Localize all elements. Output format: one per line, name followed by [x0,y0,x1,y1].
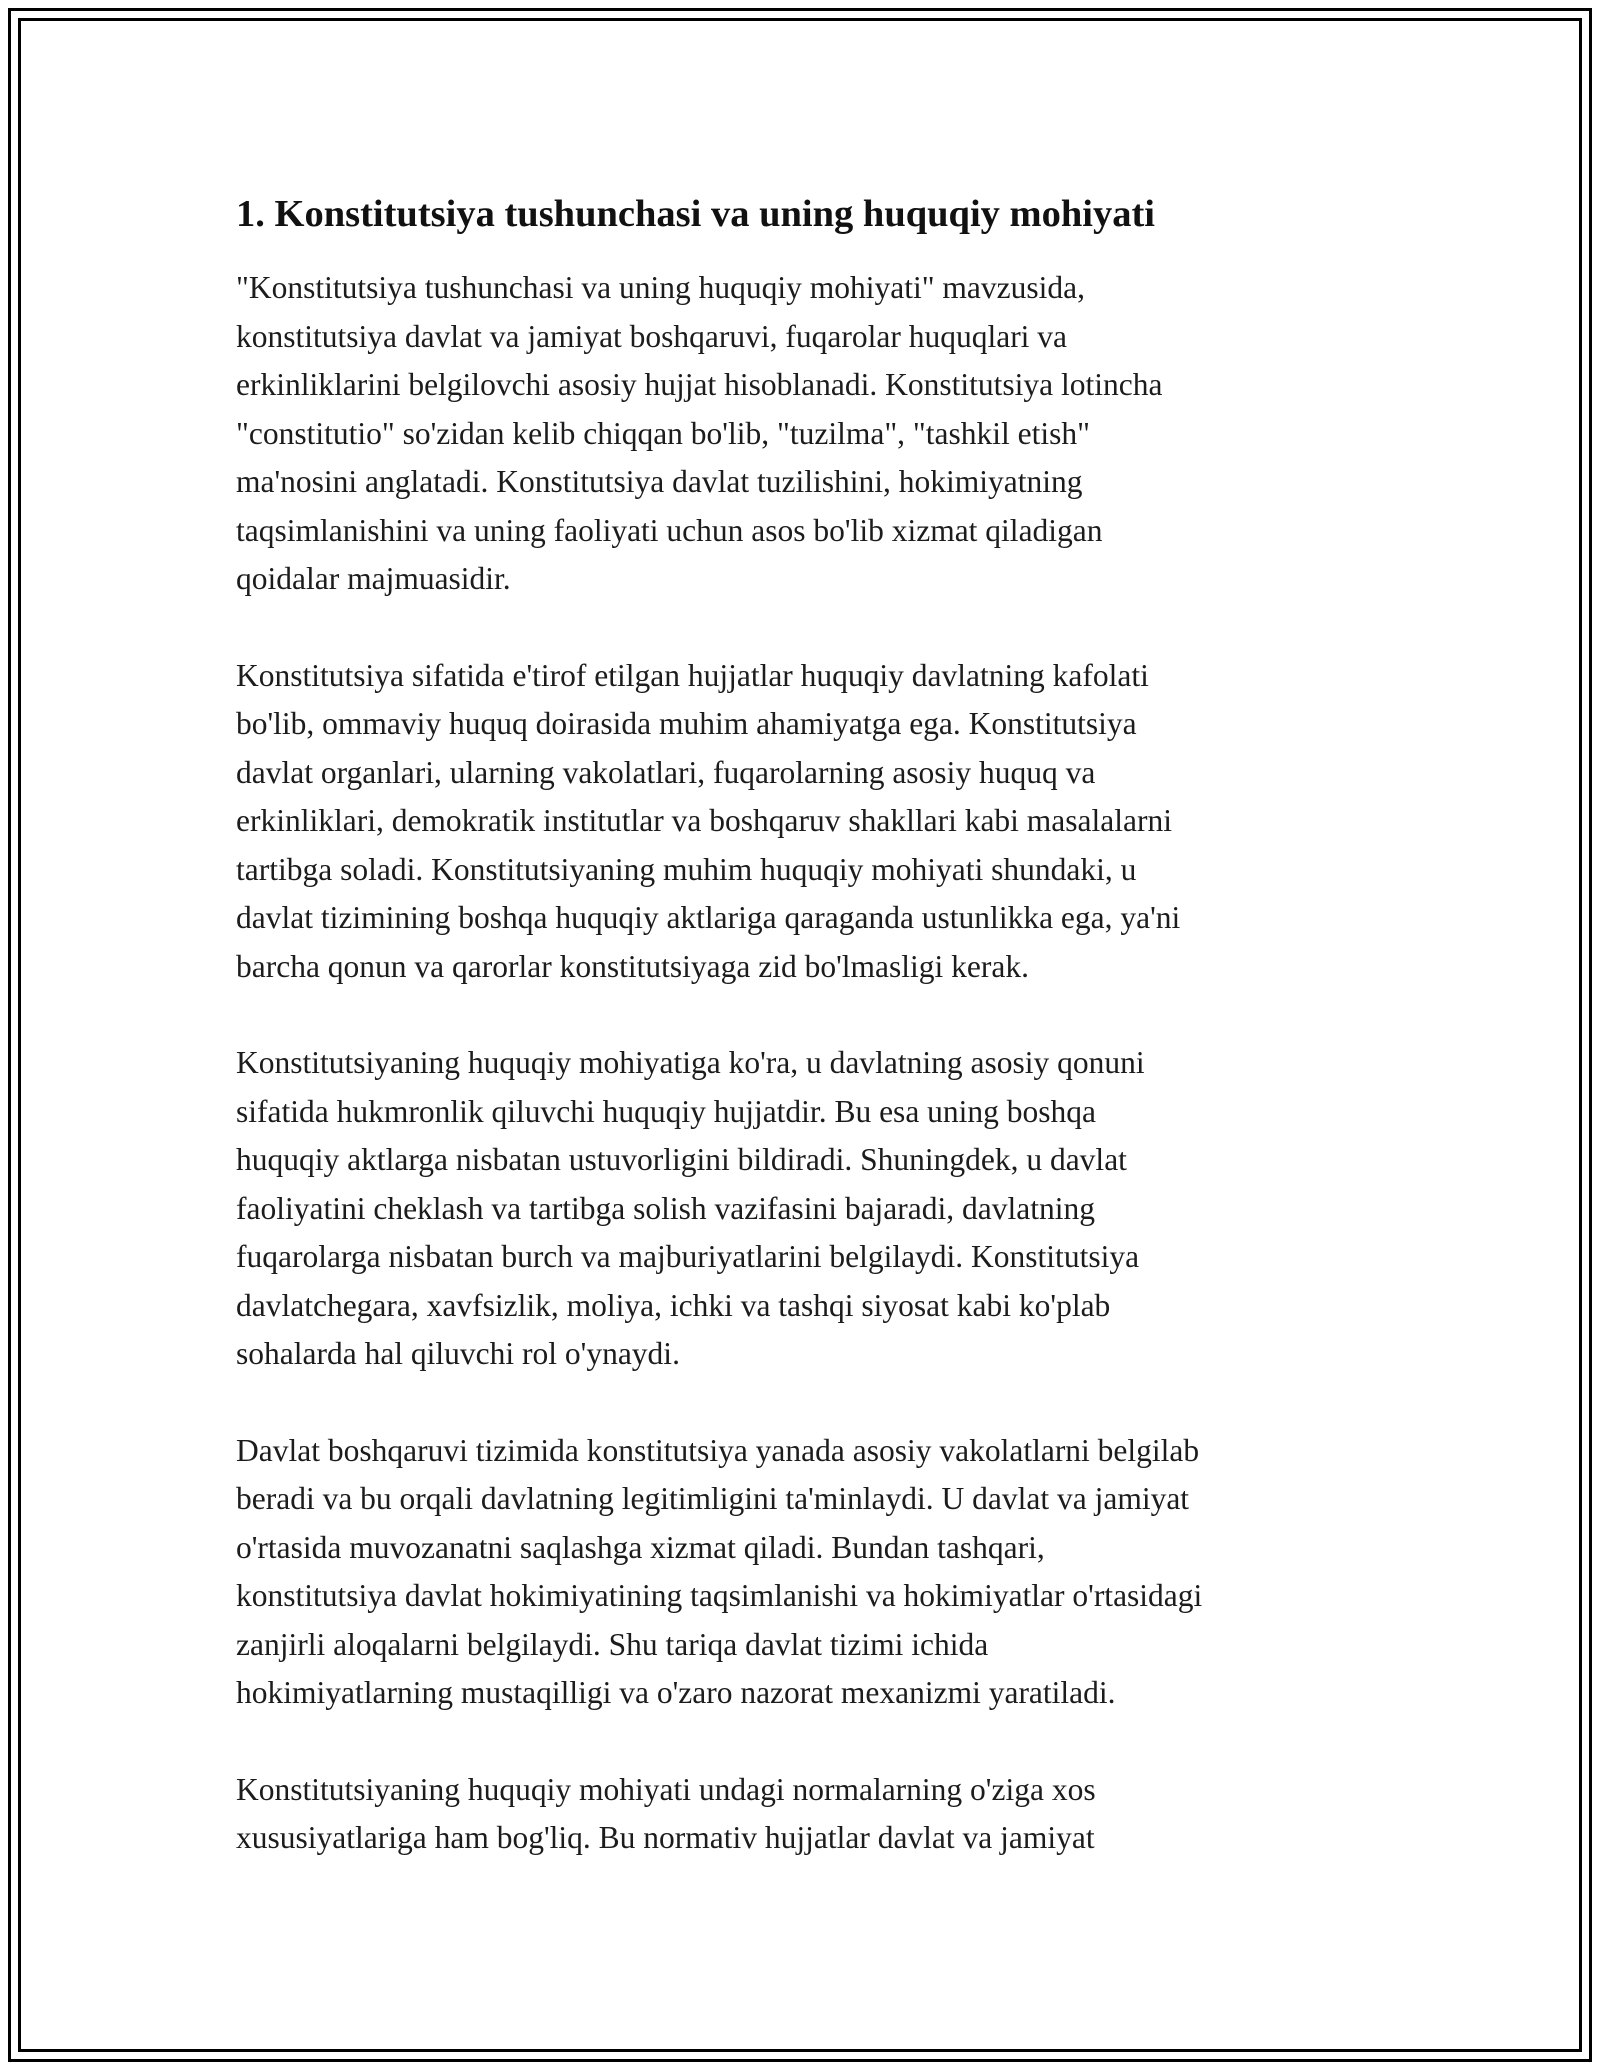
paragraph-4: Davlat boshqaruvi tizimida konstitutsiya yanada asosiy vakolatlarni belgilab beradi va bu orqali davlatning legitimligini ta'minlaydi. U davlat va jamiyat o'rtasida muvozanatni saqlashga xizmat qiladi. Bundan tashqari, konstitutsiya davlat hokimiyatining taqsimlanishi va hokimiyatlar o'rtasidagi zanjirli aloqalarni belgilaydi. Shu tariqa davlat tizimi ichida hokimiyatlarning mustaqilligi va o'zaro nazorat mexanizmi yaratiladi. [236,1432,1203,1710]
section-heading: 1. Konstitutsiya tushunchasi va uning huquqiy mohiyati [236,193,1155,235]
paragraph-2: Konstitutsiya sifatida e'tirof etilgan hujjatlar huquqiy davlatning kafolati bo'lib, ommaviy huquq doirasida muhim ahamiyatga ega. Konstitutsiya davlat organlari, ularning vakolatlari, fuqarolarning asosiy huquq va erkinliklari, demokratik institutlar va boshqaruv shakllari kabi masalalarni tartibga soladi. Konstitutsiyaning muhim huquqiy mohiyati shundaki, u davlat tizimining boshqa huquqiy aktlariga qaraganda ustunlikka ega, ya'ni barcha qonun va qarorlar konstitutsiyaga zid bo'lmasligi kerak. [236,657,1181,984]
paragraph-1: "Konstitutsiya tushunchasi va uning huquqiy mohiyati" mavzusida, konstitutsiya davlat va jamiyat boshqaruvi, fuqarolar huquqlari va erkinliklarini belgilovchi asosiy hujjat hisoblanadi. Konstitutsiya lotincha "constitutio" so'zidan kelib chiqqan bo'lib, "tuzilma", "tashkil etish" ma'nosini anglatadi. Konstitutsiya davlat tuzilishini, hokimiyatning taqsimlanishini va uning faoliyati uchun asos bo'lib xizmat qiladigan qoidalar majmuasidir. [236,270,1163,596]
paragraph-5: Konstitutsiyaning huquqiy mohiyati undagi normalarning o'ziga xos xususiyatlariga ham bog'liq. Bu normativ hujjatlar davlat va jamiyat [236,1771,1096,1855]
paragraph-3: Konstitutsiyaning huquqiy mohiyatiga ko'ra, u davlatning asosiy qonuni sifatida hukmronlik qiluvchi huquqiy hujjatdir. Bu esa uning boshqa huquqiy aktlarga nisbatan ustuvorligini bildiradi. Shuningdek, u davlat faoliyatini cheklash va tartibga solish vazifasini bajaradi, davlatning fuqarolarga nisbatan burch va majburiyatlarini belgilaydi. Konstitutsiya davlatchegara, xavfsizlik, moliya, ichki va tashqi siyosat kabi ko'plab sohalarda hal qiluvchi rol o'ynaydi. [236,1045,1145,1371]
document-body [236,186,1386,1911]
